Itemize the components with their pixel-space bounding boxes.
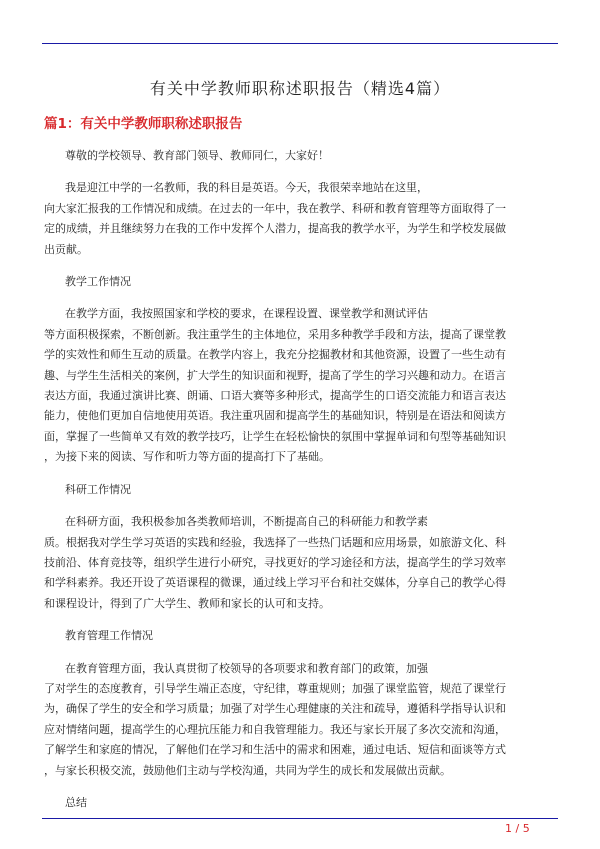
paragraph-line: 表达方面，我通过演讲比赛、朗诵、口语大赛等多种形式，提高学生的口语交流能力和语言表达	[44, 389, 506, 403]
footer-rule	[42, 818, 558, 819]
paragraph-line: 在教育管理方面，我认真贯彻了校领导的各项要求和教育部门的政策，加强	[65, 661, 428, 675]
paragraph-line: 定的成绩，并且继续努力在我的工作中发挥个人潜力，提高我的教学水平，为学生和学校发展做	[44, 222, 506, 236]
paragraph-line: 了对学生的态度教育，引导学生端正态度，守纪律，尊重规则；加强了课堂监管，规范了课堂行	[44, 681, 506, 695]
paragraph-line: 向大家汇报我的工作情况和成绩。在过去的一年中，我在教学、科研和教育管理等方面取得了一	[44, 201, 506, 215]
document-title: 有关中学教师职称述职报告（精选4篇）	[149, 79, 451, 98]
paragraph-line: 学的实效性和师生互动的质量。在教学内容上，我充分挖掘教材和其他资源，设置了一些生动有	[44, 348, 506, 362]
paragraph-line: 面，掌握了一些简单又有效的教学技巧，让学生在轻松愉快的氛围中掌握单词和句型等基础知识	[44, 429, 506, 443]
paragraph-line: ，为接下来的阅读、写作和听力等方面的提高打下了基础。	[44, 450, 330, 464]
teaching-heading: 教学工作情况	[65, 275, 131, 289]
paragraph-line: 技前沿、体育竞技等，组织学生进行小研究，寻找更好的学习途径和方法，提高学生的学习效率	[44, 555, 506, 569]
paragraph-line: 为，确保了学生的安全和学习质量；加强了对学生心理健康的关注和疏导，遵循科学指导认识和	[44, 702, 506, 716]
intro-paragraph	[44, 178, 558, 260]
paragraph-line: 和学科素养。我还开设了英语课程的微课，通过线上学习平台和社交媒体，分享自己的教学心得	[44, 576, 506, 590]
paragraph-line: 在教学方面，我按照国家和学校的要求，在课程设置、课堂教学和测试评估	[65, 307, 428, 321]
header-rule	[42, 43, 558, 44]
paragraph-line: 我是迎江中学的一名教师，我的科目是英语。今天，我很荣幸地站在这里，	[65, 181, 428, 195]
greeting-paragraph: 尊敬的学校领导、教育部门领导、教师同仁，大家好！	[65, 149, 329, 162]
paragraph-line: 等方面积极探索，不断创新。我注重学生的主体地位，采用多种教学手段和方法，提高了课堂教	[44, 327, 506, 341]
teaching-paragraph	[44, 304, 558, 467]
paragraph-line: ，与家长积极交流，鼓励他们主动与学校沟通，共同为学生的成长和发展做出贡献。	[44, 763, 451, 777]
paragraph-line: 能力，使他们更加自信地使用英语。我注重巩固和提高学生的基础知识，特别是在语法和阅读方	[44, 409, 506, 423]
research-heading: 科研工作情况	[65, 482, 131, 496]
management-paragraph	[44, 659, 558, 781]
paragraph-line: 应对情绪问题，提高学生的心理抗压能力和自我管理能力。我还与家长开展了多次交流和沟通，	[44, 722, 506, 736]
summary-heading: 总结	[65, 795, 87, 809]
paragraph-line: 出贡献。	[44, 242, 88, 256]
research-paragraph	[44, 512, 558, 614]
section-subtitle: 篇1：有关中学教师职称述职报告	[44, 116, 243, 132]
document-body	[44, 146, 558, 813]
page-number: 1 / 5	[505, 822, 530, 835]
management-heading: 教育管理工作情况	[65, 629, 153, 643]
paragraph-line: 趣、与学生生活相关的案例，扩大学生的知识面和视野，提高了学生的学习兴趣和动力。在语言	[44, 368, 506, 382]
paragraph-line: 在科研方面，我积极参加各类教师培训，不断提高自己的科研能力和教学素	[65, 515, 428, 529]
paragraph-line: 质。根据我对学生学习英语的实践和经验，我选择了一些热门话题和应用场景，如旅游文化、科	[44, 535, 506, 549]
paragraph-line: 了解学生和家庭的情况，了解他们在学习和生活中的需求和困难，通过电话、短信和面谈等方式	[44, 743, 506, 757]
paragraph-line: 和课程设计，得到了广大学生、教师和家长的认可和支持。	[44, 596, 330, 610]
